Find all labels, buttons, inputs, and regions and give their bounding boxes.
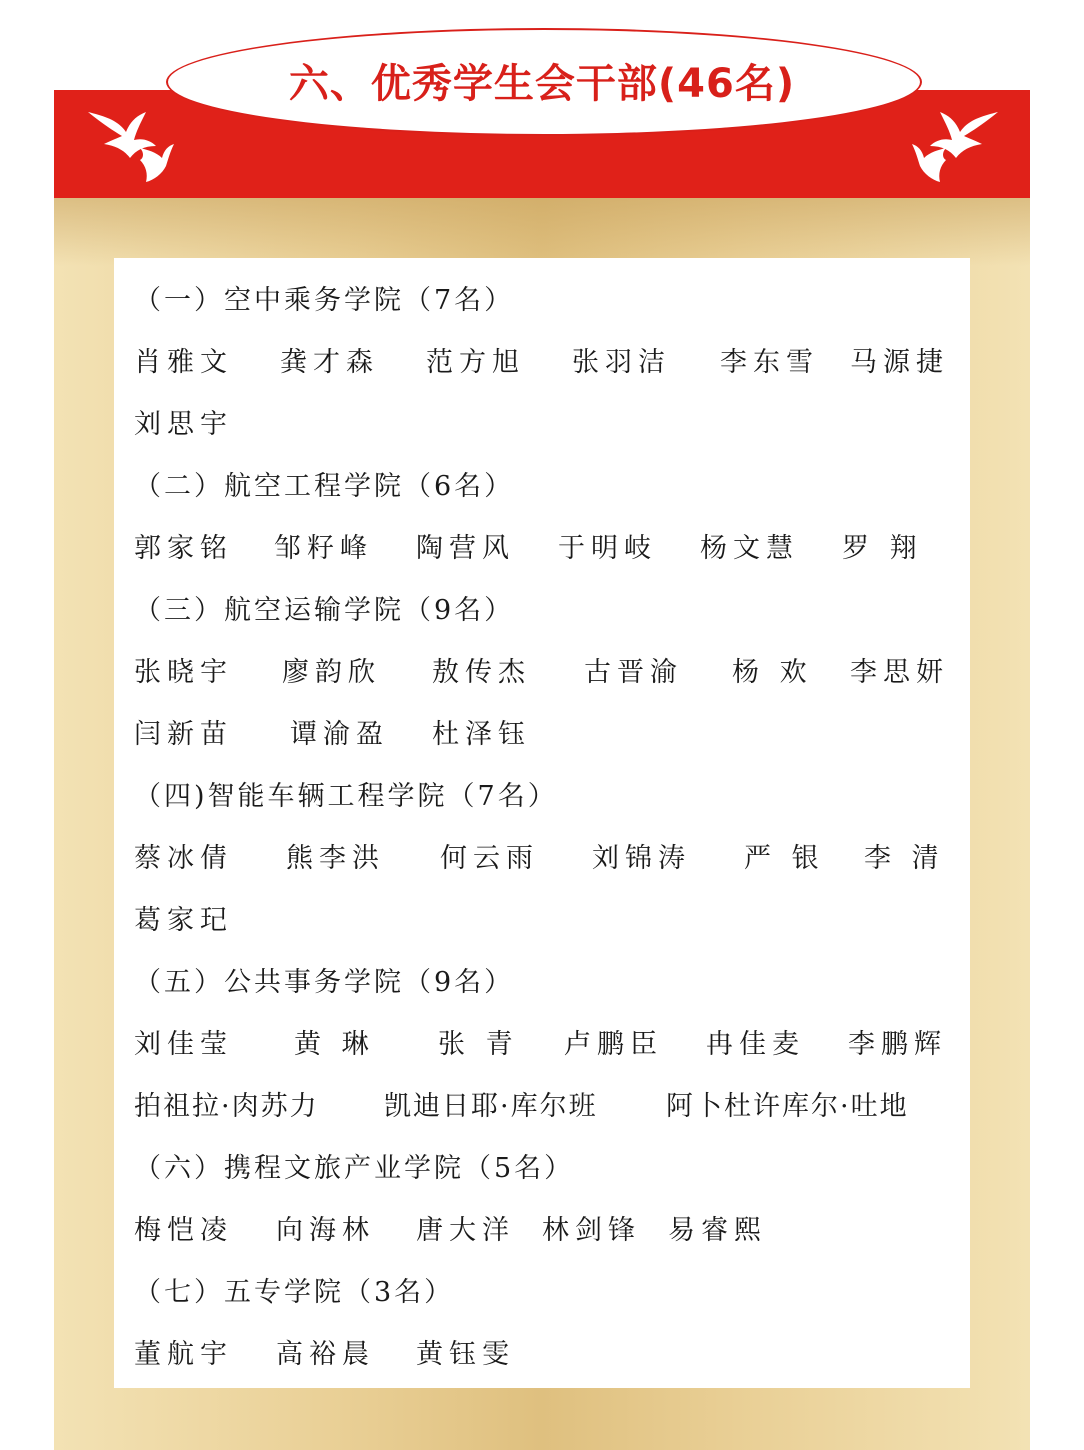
student-name: 李东雪: [720, 347, 819, 378]
section-heading-5: （五）公共事务学院（9名）: [134, 967, 515, 998]
name-row: [134, 712, 944, 748]
name-row: [134, 1208, 944, 1244]
student-name: 刘锦涛: [592, 843, 691, 874]
student-name: 郭家铭: [134, 533, 233, 564]
student-name: 古晋渝: [584, 657, 683, 688]
student-name: 张晓宇: [134, 657, 233, 688]
student-name: 杨 欢: [732, 657, 813, 688]
student-name: 肖雅文: [134, 347, 233, 378]
student-name: 何云雨: [440, 843, 539, 874]
peace-dove-icon-right: [910, 102, 1002, 184]
student-name: 敖传杰: [432, 657, 531, 688]
student-name: 凯迪日耶·库尔班: [384, 1091, 598, 1122]
student-name: 易睿熙: [668, 1215, 767, 1246]
student-name: 唐大洋: [416, 1215, 515, 1246]
student-name: 闫新苗: [134, 719, 233, 750]
student-name: 梅恺凌: [134, 1215, 233, 1246]
student-name: 黄 琳: [294, 1029, 375, 1060]
student-name: 杜泽钰: [432, 719, 531, 750]
student-name: 董航宇: [134, 1339, 233, 1370]
student-name: 杨文慧: [700, 533, 799, 564]
section-heading-6: （六）携程文旅产业学院（5名）: [134, 1153, 575, 1184]
student-name: 严 银: [744, 843, 825, 874]
student-name: 谭渝盈: [290, 719, 389, 750]
section-heading-2: （二）航空工程学院（6名）: [134, 471, 515, 502]
name-row: [134, 1332, 944, 1368]
student-name: 冉佳麦: [706, 1029, 805, 1060]
student-name: 高裕晨: [276, 1339, 375, 1370]
name-row: [134, 526, 944, 562]
student-name: 拍祖拉·肉苏力: [134, 1091, 319, 1122]
name-row: [134, 340, 949, 378]
student-name: 廖韵欣: [282, 657, 381, 688]
student-name: 向海林: [276, 1215, 375, 1246]
section-heading-7: （七）五专学院（3名）: [134, 1277, 455, 1308]
student-name: 刘佳莹: [134, 1029, 233, 1060]
student-name: 葛家玘: [134, 905, 233, 936]
section-heading-3: （三）航空运输学院（9名）: [134, 595, 515, 626]
section-heading-1: （一）空中乘务学院（7名）: [134, 285, 515, 316]
student-name: 阿卜杜许库尔·吐地: [666, 1091, 909, 1122]
name-row: [134, 1022, 947, 1060]
name-row: [134, 650, 949, 688]
student-name: 罗 翔: [842, 533, 923, 564]
student-name: 范方旭: [426, 347, 525, 378]
student-name: 于明岐: [558, 533, 657, 564]
student-name: 李鹏辉: [848, 1029, 947, 1060]
student-name: 马源捷: [850, 347, 949, 378]
student-name: 熊李洪: [286, 843, 385, 874]
name-row: [134, 898, 944, 934]
student-name: 蔡冰倩: [134, 843, 233, 874]
name-row: [134, 1084, 944, 1120]
student-name: 黄钰雯: [416, 1339, 515, 1370]
student-name: 李思妍: [850, 657, 949, 688]
student-name: 林剑锋: [542, 1215, 641, 1246]
student-name: 龚才森: [280, 347, 379, 378]
name-row: [134, 402, 944, 438]
student-name: 陶营风: [416, 533, 515, 564]
student-name: 李 清: [864, 843, 945, 874]
student-name: 卢鹏臣: [564, 1029, 663, 1060]
section-heading-4: （四)智能车辆工程学院（7名）: [134, 781, 558, 812]
student-name: 刘思宇: [134, 409, 233, 440]
peace-dove-icon-left: [84, 102, 176, 184]
name-row: [134, 836, 944, 872]
student-name: 张羽洁: [572, 347, 671, 378]
page-title: 六、优秀学生会干部(46名): [288, 61, 796, 107]
student-name: 张 青: [438, 1029, 519, 1060]
student-name: 邹籽峰: [274, 533, 373, 564]
